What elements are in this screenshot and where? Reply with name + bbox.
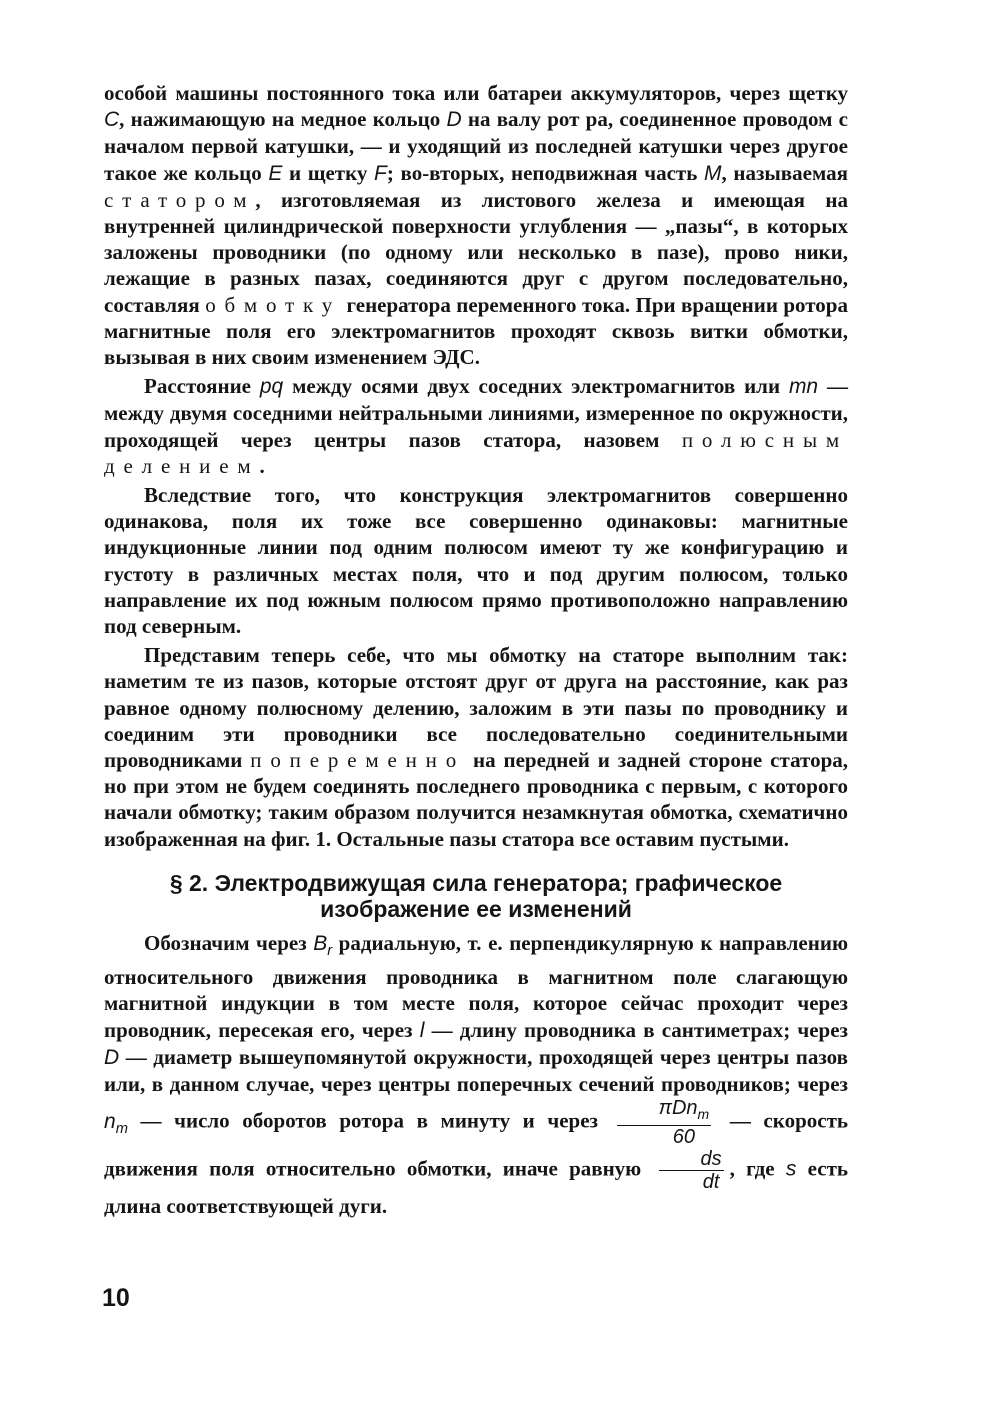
text-run: Представим теперь себе, что мы обмотку на статоре выполним так: наметим те из пазов, которые отстоят друг от друга на расстояние, как раз равное одному полюсному делению, заложим в эти пазы по проводнику и соединим эти проводники все последовательно соединительными проводниками <box>104 643 848 773</box>
fraction-numerator: ds <box>659 1148 724 1171</box>
text-run: — скорость движения поля относительно обмотки, иначе равную <box>104 1108 848 1181</box>
text-run: — диаметр вышеупомянутой окружности, проходящей через центры пазов или, в данном случае, через центры поперечных сечений проводников; через <box>104 1044 848 1097</box>
page-number: 10 <box>102 1284 130 1312</box>
text-run: и щетку <box>282 160 375 185</box>
text-run: на передней и задней стороне статора, но при этом не будем соединять последнего проводника с первым, с которого начали обмотку; таким образом получится незамкнутая обмотка, схематично изображенная на фиг. 1. Остальные пазы статора все оставим пустыми. <box>104 748 848 851</box>
text-run: особой машины постоянного тока или батареи аккумуляторов, через щетку <box>104 81 848 105</box>
math-symbol: E <box>268 161 283 185</box>
emphasized-term: попеременно <box>250 748 466 773</box>
text-run: на валу рот ра, соединенное проводом с началом первой катушки, — и уходящий из последней катушки через другое такое же кольцо <box>104 107 849 185</box>
text-run: , изготовляемая из листового железа и имеющая на внутренней цилиндрической поверхности углубления — „пазы“, в которых заложены проводники (по одному или несколько в пазе), прово ники, лежащие в разных пазах, соединяются друг с другом последовательно, составляя <box>104 187 848 317</box>
text-run: Обозначим через <box>144 930 314 955</box>
text-run: ; во-вторых, неподвижная часть <box>386 160 704 185</box>
math-symbol: D <box>104 1045 120 1069</box>
emphasized-term: статором <box>104 187 256 212</box>
text-run: , где <box>729 1156 786 1181</box>
text-run: Расстояние <box>144 374 260 399</box>
section-heading-line-1: § 2. Электродвижущая сила генератора; графическое <box>169 869 783 896</box>
fraction-denominator: dt <box>702 1171 720 1194</box>
emphasized-term: обмотку <box>205 292 342 317</box>
emphasized-term: полюсным делением <box>104 427 848 478</box>
page-body <box>104 80 848 1219</box>
math-subscript: m <box>115 1120 128 1137</box>
text-run: . <box>259 453 265 478</box>
math-symbol: s <box>785 1157 797 1181</box>
math-symbol <box>313 931 333 960</box>
math-symbol: l <box>419 1018 425 1042</box>
math-base: πDn <box>658 1097 698 1120</box>
text-run: радиальную, т. е. перпендикулярную к направлению относительного движения проводника в магнитном поле слагающую магнитной индукции в том месте поля, которое сейчас проходит через проводник, пересекая его, через <box>104 930 848 1042</box>
paragraph-5 <box>104 930 848 1219</box>
paragraph-3: Вследствие того, что конструкция электромагнитов совершенно одинакова, поля их тоже все совершенно одинаковы: магнитные индукционные линии под одним полюсом имеют ту же конфигурацию и густоту в различных местах поля, что и под другим полюсом, только направление их под южным полюсом прямо противоположно направлению под северным. <box>104 483 848 639</box>
text-run: есть длина соответствующей дуги. <box>104 1156 848 1219</box>
math-symbol: mn <box>788 375 819 399</box>
math-symbol: F <box>374 161 387 185</box>
math-symbol: M <box>703 161 722 185</box>
math-symbol: pq <box>259 375 284 399</box>
text-run: — между двумя соседними нейтральными линиями, измеренное по окружности, проходящей через центры пазов статора, назовем <box>104 374 849 452</box>
fraction-speed <box>617 1097 712 1148</box>
text-run: генератора переменного тока. При вращении ротора магнитные поля его электромагнитов проходят сквозь витки обмотки, вызывая в них своим изменением ЭДС. <box>104 292 848 370</box>
section-heading-line-2: изображение ее изменений <box>320 895 632 922</box>
paragraph-2 <box>104 373 848 479</box>
text-run: — число оборотов ротора в минуту и через <box>127 1108 611 1133</box>
paragraph-4 <box>104 642 848 852</box>
math-subscript: r <box>327 943 333 960</box>
math-symbol <box>104 1109 128 1137</box>
math-base: n <box>104 1109 116 1133</box>
text-run: , нажимающую на медное кольцо <box>119 107 447 132</box>
math-symbol: C <box>104 108 120 132</box>
math-base: B <box>313 931 328 955</box>
section-heading <box>104 870 848 922</box>
fraction-denominator: 60 <box>672 1126 696 1149</box>
text-run: между осями двух соседних электромагнитов или <box>283 374 789 399</box>
fraction-ds-dt <box>659 1148 724 1193</box>
paragraph-1 <box>104 80 848 370</box>
fraction-numerator <box>617 1097 712 1126</box>
math-symbol: D <box>446 108 462 132</box>
text-run: — длину проводника в сантиметрах; через <box>424 1017 848 1042</box>
math-subscript: m <box>697 1106 710 1123</box>
text-run: , называемая <box>721 160 848 185</box>
